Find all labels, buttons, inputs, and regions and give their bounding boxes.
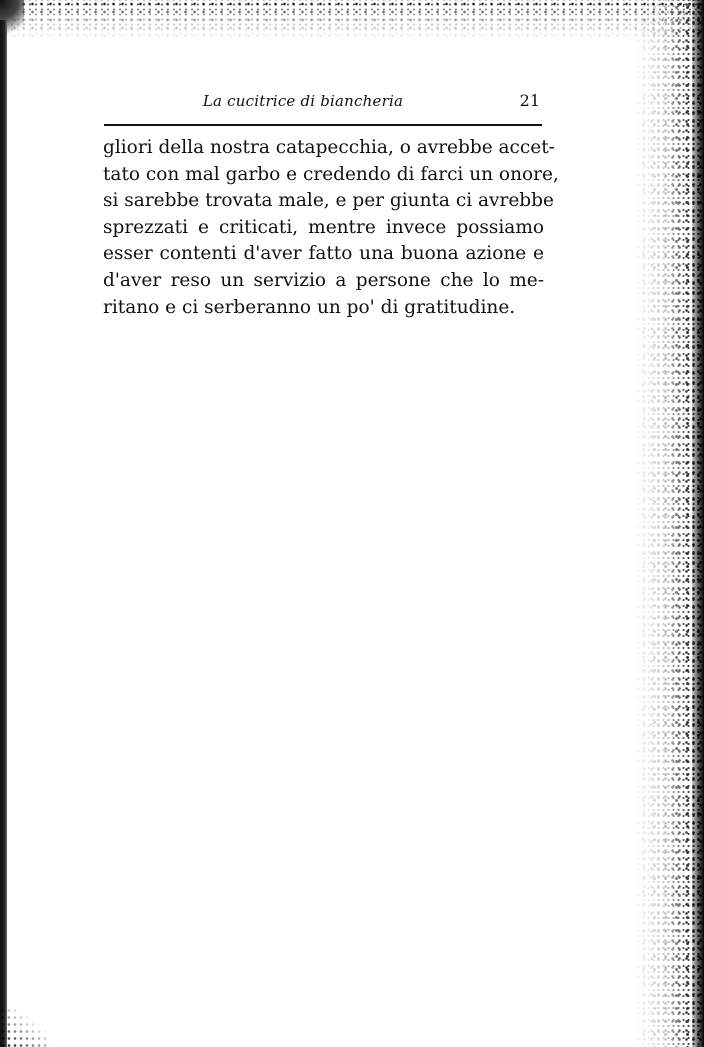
scan-right-edge xyxy=(692,0,704,1047)
text-line: si sarebbe trovata male, e per giunta ci avrebbe xyxy=(103,190,554,212)
scan-top-edge xyxy=(0,0,704,40)
scan-bottom-corner xyxy=(0,1007,50,1047)
text-line: ritano e ci serberanno un po' di gratitudine. xyxy=(103,296,516,318)
text-line: gliori della nostra catapecchia, o avrebbe accet- xyxy=(103,137,555,158)
text-line: d'aver reso un servizio a persone che lo me- xyxy=(103,269,544,291)
text-line: tato con mal garbo e credendo di farci un onore, xyxy=(103,163,559,185)
text-line: esser contenti d'aver fatto una buona azione e xyxy=(103,243,544,265)
running-head xyxy=(104,88,542,114)
body-paragraph xyxy=(103,135,559,321)
header-rule xyxy=(104,124,542,126)
binding-edge xyxy=(0,20,7,1047)
running-title: La cucitrice di biancheria xyxy=(202,92,404,110)
text-line: sprezzati e criticati, mentre invece possiamo xyxy=(103,216,544,238)
page-number: 21 xyxy=(519,91,540,110)
